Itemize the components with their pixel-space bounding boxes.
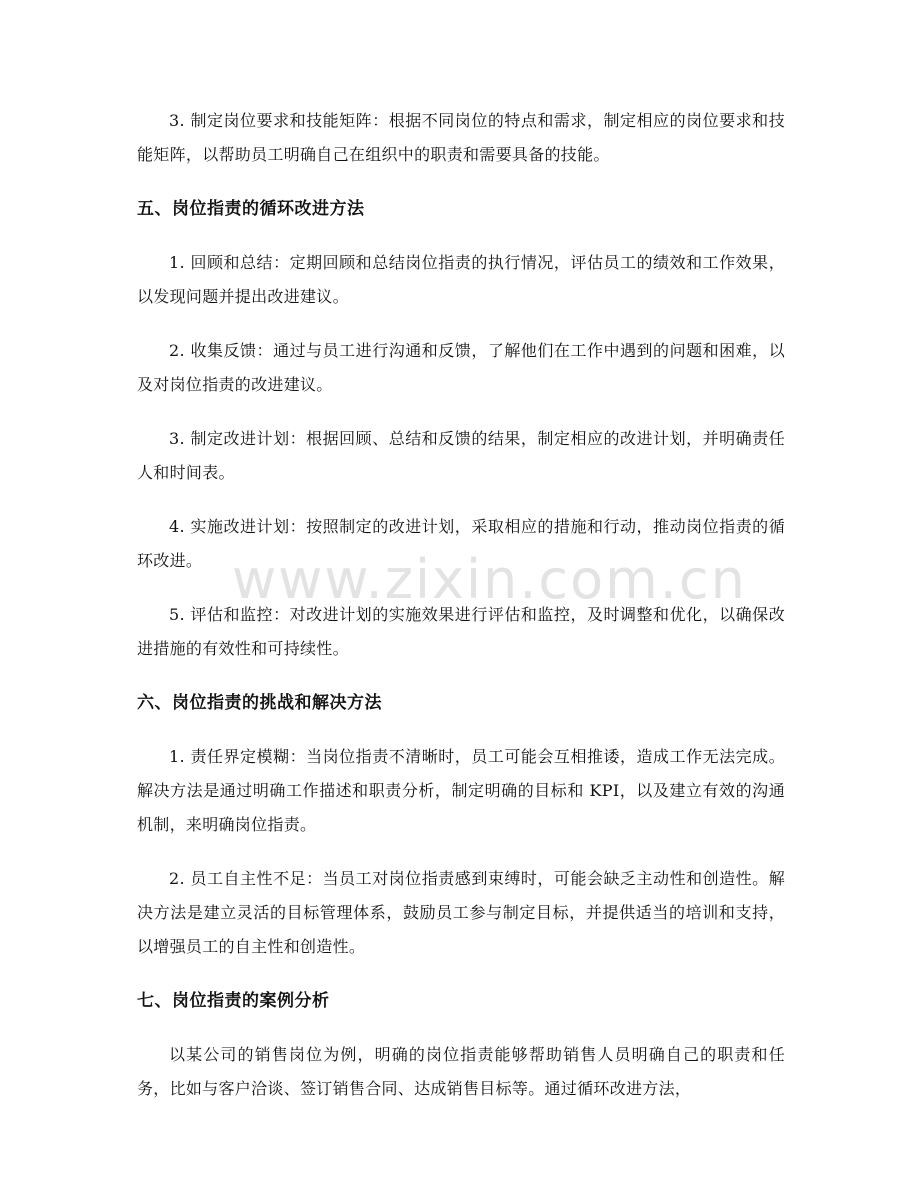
section-heading-7: 七、岗位指责的案例分析 <box>137 991 330 1011</box>
paragraph-collect-feedback: 2. 收集反馈：通过与员工进行沟通和反馈，了解他们在工作中遇到的问题和困难，以及对岗位指责的改进建议。 <box>137 341 785 394</box>
paragraph-review-summary: 1. 回顾和总结：定期回顾和总结岗位指责的执行情况，评估员工的绩效和工作效果，以发现问题并提出改进建议。 <box>137 253 785 306</box>
paragraph-implement-plan: 4. 实施改进计划：按照制定的改进计划，采取相应的措施和行动，推动岗位指责的循环改进。 <box>137 517 785 570</box>
paragraph-evaluate-monitor: 5. 评估和监控：对改进计划的实施效果进行评估和监控，及时调整和优化，以确保改进措施的有效性和可持续性。 <box>137 605 785 658</box>
watermark: www.zixin.com.cn <box>232 548 747 611</box>
document-body <box>137 104 785 1126</box>
paragraph-vague-responsibility: 1. 责任界定模糊：当岗位指责不清晰时，员工可能会互相推诿，造成工作无法完成。解决方法是通过明确工作描述和职责分析，制定明确的目标和 KPI，以及建立有效的沟通机制，来明确岗位指责。 <box>137 747 785 834</box>
paragraph-skill-matrix: 3. 制定岗位要求和技能矩阵：根据不同岗位的特点和需求，制定相应的岗位要求和技能矩阵，以帮助员工明确自己在组织中的职责和需要具备的技能。 <box>137 111 785 164</box>
paragraph-low-autonomy: 2. 员工自主性不足：当员工对岗位指责感到束缚时，可能会缺乏主动性和创造性。解决方法是建立灵活的目标管理体系，鼓励员工参与制定目标，并提供适当的培训和支持，以增强员工的自主性和创造性。 <box>137 869 785 956</box>
section-heading-6: 六、岗位指责的挑战和解决方法 <box>137 693 382 713</box>
paragraph-make-plan: 3. 制定改进计划：根据回顾、总结和反馈的结果，制定相应的改进计划，并明确责任人和时间表。 <box>137 429 785 482</box>
paragraph-case-study: 以某公司的销售岗位为例，明确的岗位指责能够帮助销售人员明确自己的职责和任务，比如与客户洽谈、签订销售合同、达成销售目标等。通过循环改进方法， <box>137 1045 785 1098</box>
section-heading-5: 五、岗位指责的循环改进方法 <box>137 199 365 219</box>
